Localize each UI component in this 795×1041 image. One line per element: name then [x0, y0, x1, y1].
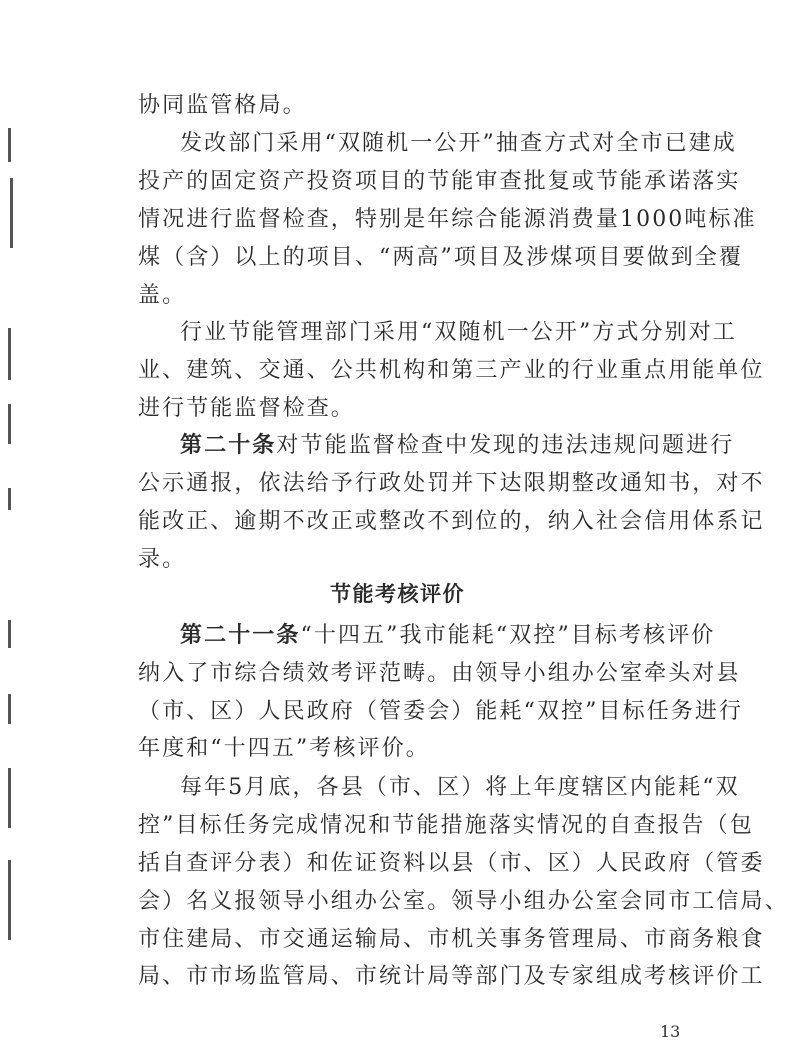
paragraph-line: 情况进行监督检查，特别是年综合能源消费量1000吨标准: [138, 207, 757, 232]
paragraph-line: 纳入了市综合绩效考评范畴。由领导小组办公室牵头对县: [138, 661, 741, 686]
paragraph-line: 协同监管格局。: [138, 93, 307, 118]
paragraph-line: 录。: [138, 547, 187, 572]
line-text: “十四五”我市能耗“双控”目标考核评价: [300, 623, 716, 648]
article-number: 第二十条: [180, 433, 277, 458]
paragraph-line: 会）名义报领导小组办公室。领导小组办公室会同市工信局、: [138, 889, 789, 914]
paragraph-line: 控”目标任务完成情况和节能措施落实情况的自查报告（包: [138, 813, 754, 838]
scan-mark: [8, 860, 11, 940]
scan-mark: [10, 178, 13, 248]
scan-mark: [8, 620, 11, 648]
paragraph-line: 每年5月底，各县（市、区）将上年度辖区内能耗“双: [180, 775, 740, 800]
paragraph-line: 业、建筑、交通、公共机构和第三产业的行业重点用能单位: [138, 358, 765, 383]
scan-mark: [8, 404, 11, 444]
scan-mark: [8, 768, 11, 828]
paragraph-line: 年度和“十四五”考核评价。: [138, 736, 430, 761]
paragraph-line: 投产的固定资产投资项目的节能审查批复或节能承诺落实: [138, 169, 741, 194]
article-number: 第二十一条: [180, 623, 301, 648]
paragraph-line: 行业节能管理部门采用“双随机一公开”方式分别对工: [180, 320, 737, 345]
page-number: 13: [660, 1022, 681, 1041]
scan-mark: [8, 488, 11, 510]
paragraph-line: [180, 622, 716, 650]
paragraph-line: 括自查评分表）和佐证资料以县（市、区）人民政府（管委: [138, 851, 765, 876]
paragraph-line: 盖。: [138, 283, 187, 308]
scan-mark: [8, 128, 11, 162]
paragraph-line: 市住建局、市交通运输局、市机关事务管理局、市商务粮食: [138, 927, 765, 952]
paragraph-line: 能改正、逾期不改正或整改不到位的，纳入社会信用体系记: [138, 509, 765, 534]
scan-mark: [8, 328, 11, 380]
paragraph-line: 公示通报，依法给予行政处罚并下达限期整改通知书，对不: [138, 471, 765, 496]
line-text: 对节能监督检查中发现的违法违规问题进行: [276, 433, 735, 458]
paragraph-line: 局、市市场监管局、市统计局等部门及专家组成考核评价工: [138, 964, 765, 989]
scan-mark: [8, 694, 11, 724]
section-heading: 节能考核评价: [330, 582, 465, 606]
paragraph-line: 发改部门采用“双随机一公开”抽查方式对全市已建成: [180, 131, 737, 156]
paragraph-line: 煤（含）以上的项目、“两高”项目及涉煤项目要做到全覆: [138, 245, 744, 270]
paragraph-line: 进行节能监督检查。: [138, 396, 355, 421]
paragraph-line: [180, 432, 735, 460]
paragraph-line: （市、区）人民政府（管委会）能耗“双控”目标任务进行: [138, 699, 744, 724]
